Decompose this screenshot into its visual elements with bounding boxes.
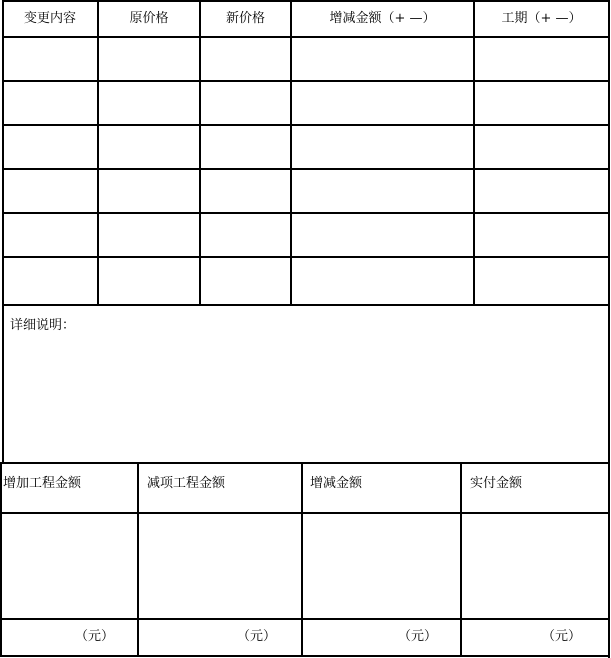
- summary-header-increase-label: 增加工程金额: [3, 475, 82, 491]
- grid-line: [0, 618, 610, 620]
- cell-amount-change[interactable]: [291, 213, 474, 257]
- grid-line: [301, 462, 303, 657]
- grid-line: [608, 0, 610, 658]
- grid-line: [2, 80, 610, 82]
- cell-amount-change[interactable]: [291, 169, 474, 213]
- grid-line: [2, 212, 610, 214]
- cell-new-price[interactable]: [200, 257, 291, 305]
- grid-line: [97, 0, 99, 306]
- header-original-price: [98, 0, 200, 37]
- summary-value-decrease[interactable]: [138, 513, 302, 619]
- cell-duration-change[interactable]: [474, 213, 609, 257]
- unit-cell-decrease: [138, 619, 302, 654]
- grid-line: [2, 0, 610, 2]
- grid-line: [2, 124, 610, 126]
- unit-label: （元）: [541, 629, 581, 644]
- cell-original-price[interactable]: [98, 213, 200, 257]
- grid-line: [290, 0, 292, 306]
- grid-line: [199, 0, 201, 306]
- unit-label: （元）: [236, 629, 276, 644]
- summary-value-net-change[interactable]: [302, 513, 461, 619]
- grid-line: [2, 304, 4, 464]
- cell-duration-change[interactable]: [474, 169, 609, 213]
- header-new-price-label: 新价格: [225, 11, 265, 26]
- unit-label: （元）: [74, 629, 114, 644]
- cell-duration-change[interactable]: [474, 81, 609, 125]
- grid-line: [2, 36, 610, 38]
- summary-header-net-change-label: 增减金额: [310, 475, 363, 491]
- header-change-content-label: 变更内容: [23, 11, 76, 26]
- summary-header-net-change: [302, 463, 461, 503]
- header-duration-change-label: 工期（+ —）: [501, 11, 582, 26]
- cell-change-content[interactable]: [2, 37, 98, 81]
- cell-change-content[interactable]: [2, 169, 98, 213]
- unit-cell-actual-paid: [461, 619, 609, 654]
- cell-amount-change[interactable]: [291, 81, 474, 125]
- cell-change-content[interactable]: [2, 213, 98, 257]
- cell-original-price[interactable]: [98, 257, 200, 305]
- cell-duration-change[interactable]: [474, 257, 609, 305]
- cell-original-price[interactable]: [98, 125, 200, 169]
- cell-change-content[interactable]: [2, 125, 98, 169]
- grid-line: [2, 304, 610, 306]
- cell-new-price[interactable]: [200, 125, 291, 169]
- header-duration-change: [474, 0, 609, 37]
- summary-value-increase[interactable]: [0, 513, 138, 619]
- cell-original-price[interactable]: [98, 37, 200, 81]
- grid-line: [0, 462, 610, 464]
- table-row: [2, 257, 609, 305]
- summary-header-actual-paid: [461, 463, 609, 503]
- grid-line: [137, 462, 139, 657]
- header-original-price-label: 原价格: [129, 11, 169, 26]
- details-label: 详细说明：: [10, 318, 76, 333]
- details-text[interactable]: [10, 341, 600, 457]
- table-row: [2, 213, 609, 257]
- unit-cell-increase: [0, 619, 138, 654]
- cell-change-content[interactable]: [2, 257, 98, 305]
- header-change-content: [2, 0, 98, 37]
- details-section: [2, 305, 609, 463]
- cell-amount-change[interactable]: [291, 125, 474, 169]
- unit-cell-net-change: [302, 619, 461, 654]
- grid-line: [2, 256, 610, 258]
- cell-change-content[interactable]: [2, 81, 98, 125]
- cell-new-price[interactable]: [200, 37, 291, 81]
- grid-line: [460, 462, 462, 657]
- grid-line: [473, 0, 475, 306]
- cell-amount-change[interactable]: [291, 257, 474, 305]
- summary-header-decrease-label: 减项工程金额: [147, 475, 226, 491]
- header-amount-change: [291, 0, 474, 37]
- cell-original-price[interactable]: [98, 81, 200, 125]
- grid-line: [2, 0, 4, 306]
- cell-original-price[interactable]: [98, 169, 200, 213]
- summary-header-actual-paid-label: 实付金额: [470, 475, 523, 491]
- summary-header-decrease: [138, 463, 302, 503]
- header-new-price: [200, 0, 291, 37]
- table-row: [2, 37, 609, 81]
- cell-new-price[interactable]: [200, 81, 291, 125]
- summary-header-increase: [0, 463, 138, 503]
- grid-line: [2, 168, 610, 170]
- table-row: [2, 81, 609, 125]
- cell-new-price[interactable]: [200, 169, 291, 213]
- cell-amount-change[interactable]: [291, 37, 474, 81]
- cell-new-price[interactable]: [200, 213, 291, 257]
- unit-label: （元）: [397, 629, 437, 644]
- grid-line: [0, 512, 610, 514]
- table-row: [2, 169, 609, 213]
- cell-duration-change[interactable]: [474, 37, 609, 81]
- header-amount-change-label: 增减金额（+ —）: [329, 11, 436, 26]
- grid-line: [0, 462, 2, 657]
- table-row: [2, 125, 609, 169]
- summary-value-actual-paid[interactable]: [461, 513, 609, 619]
- cell-duration-change[interactable]: [474, 125, 609, 169]
- grid-line: [0, 655, 610, 657]
